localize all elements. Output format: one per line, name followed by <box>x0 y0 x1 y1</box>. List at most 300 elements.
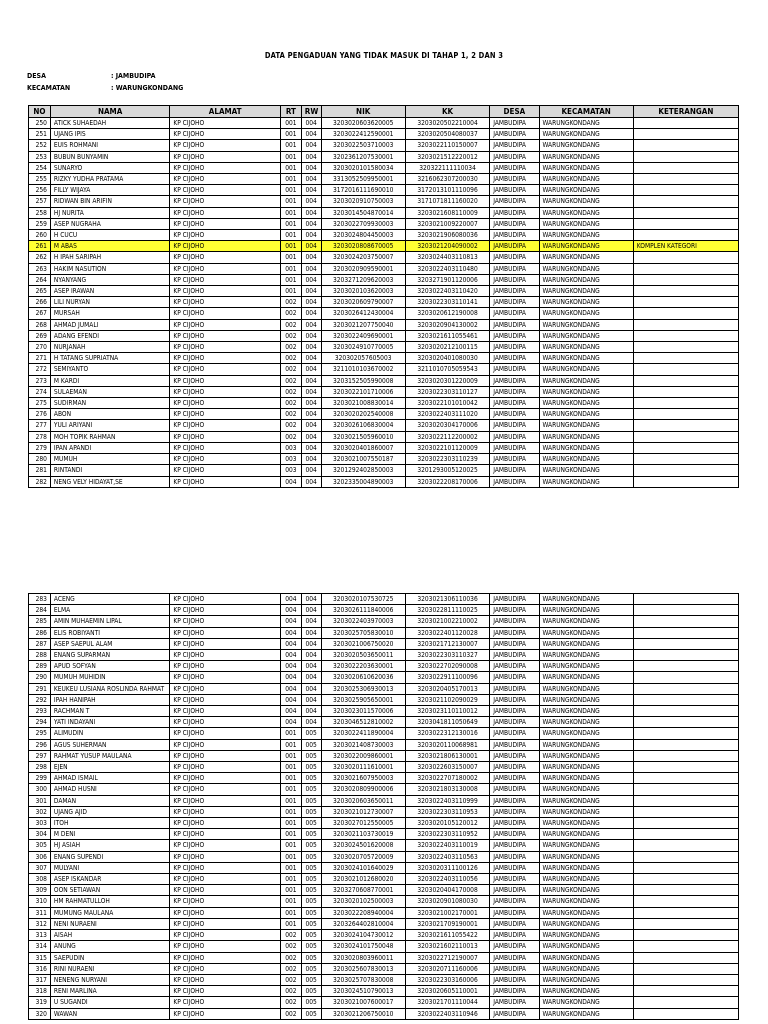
cell-kk: 3203021709190001 <box>405 918 489 929</box>
cell-keterangan <box>633 476 738 487</box>
cell-nik: 3203020101580034 <box>321 162 405 173</box>
table-row <box>29 196 739 207</box>
cell-nik: 3203026111840006 <box>321 605 405 616</box>
table-row <box>29 930 739 941</box>
cell-rt: 004 <box>280 627 301 638</box>
table-row <box>29 218 739 229</box>
table-row <box>29 627 739 638</box>
cell-no: 292 <box>29 694 51 705</box>
cell-kecamatan: WARUNGKONDANG <box>539 818 633 829</box>
kecamatan-label: KECAMATAN <box>27 84 71 92</box>
cell-nik: 3203021408730003 <box>321 739 405 750</box>
table-row <box>29 454 739 465</box>
cell-rw: 005 <box>301 963 321 974</box>
cell-nama: H TATANG SUPRIATNA <box>50 353 169 364</box>
cell-rt: 003 <box>280 454 301 465</box>
cell-alamat: KP CIJOHO <box>170 218 281 229</box>
cell-nik: 3202361207530001 <box>321 151 405 162</box>
table-row <box>29 952 739 963</box>
cell-desa: JAMBUDIPA <box>490 442 539 453</box>
header-rw: RW <box>301 106 321 118</box>
cell-nik: 3203020803960011 <box>321 952 405 963</box>
cell-desa: JAMBUDIPA <box>490 319 539 330</box>
cell-kk: 3211010705059543 <box>405 364 489 375</box>
table-row <box>29 840 739 851</box>
cell-rt: 002 <box>280 974 301 985</box>
cell-rw: 005 <box>301 829 321 840</box>
table-row <box>29 638 739 649</box>
cell-kk: 3203022303160006 <box>405 974 489 985</box>
table-row <box>29 308 739 319</box>
cell-desa: JAMBUDIPA <box>490 196 539 207</box>
cell-no: 278 <box>29 431 51 442</box>
table-row <box>29 286 739 297</box>
cell-nama: MOH TOPIK RAHMAN <box>50 431 169 442</box>
cell-keterangan <box>633 773 738 784</box>
cell-rw: 004 <box>301 442 321 453</box>
cell-no: 289 <box>29 661 51 672</box>
cell-nama: DAMAN <box>50 795 169 806</box>
cell-rw: 004 <box>301 140 321 151</box>
cell-rw: 005 <box>301 896 321 907</box>
cell-kecamatan: WARUNGKONDANG <box>539 650 633 661</box>
cell-kk: 3203022303110953 <box>405 806 489 817</box>
cell-rt: 004 <box>280 683 301 694</box>
cell-nik: 3203022403970003 <box>321 616 405 627</box>
table-row <box>29 140 739 151</box>
table-row <box>29 398 739 409</box>
cell-kk: 3203022403110999 <box>405 795 489 806</box>
cell-desa: JAMBUDIPA <box>490 465 539 476</box>
cell-rt: 004 <box>280 706 301 717</box>
cell-nik: 3203270608770001 <box>321 885 405 896</box>
cell-no: 265 <box>29 286 51 297</box>
table-row <box>29 728 739 739</box>
cell-alamat: KP CIJOHO <box>170 851 281 862</box>
cell-nik: 3203020401860007 <box>321 442 405 453</box>
cell-nama: RINTANDI <box>50 465 169 476</box>
cell-rt: 002 <box>280 431 301 442</box>
cell-desa: JAMBUDIPA <box>490 930 539 941</box>
header-kk: KK <box>405 106 489 118</box>
cell-alamat: KP CIJOHO <box>170 694 281 705</box>
cell-alamat: KP CIJOHO <box>170 874 281 885</box>
table-row <box>29 795 739 806</box>
cell-keterangan <box>633 218 738 229</box>
cell-nama: RACHMAN T <box>50 706 169 717</box>
cell-nama: NENI NURAENI <box>50 918 169 929</box>
cell-nama: UJANG AJID <box>50 806 169 817</box>
cell-keterangan <box>633 129 738 140</box>
cell-kecamatan: WARUNGKONDANG <box>539 274 633 285</box>
cell-keterangan <box>633 140 738 151</box>
cell-keterangan <box>633 398 738 409</box>
cell-kecamatan: WARUNGKONDANG <box>539 638 633 649</box>
cell-rt: 004 <box>280 672 301 683</box>
cell-keterangan <box>633 862 738 873</box>
cell-keterangan <box>633 840 738 851</box>
cell-rw: 004 <box>301 263 321 274</box>
cell-alamat: KP CIJOHO <box>170 963 281 974</box>
cell-alamat: KP CIJOHO <box>170 274 281 285</box>
cell-desa: JAMBUDIPA <box>490 431 539 442</box>
cell-keterangan <box>633 342 738 353</box>
cell-nik: 3203022411890004 <box>321 728 405 739</box>
cell-alamat: KP CIJOHO <box>170 750 281 761</box>
cell-kecamatan: WARUNGKONDANG <box>539 918 633 929</box>
cell-rt: 001 <box>280 918 301 929</box>
cell-nama: HAKIM NASUTION <box>50 263 169 274</box>
cell-kecamatan: WARUNGKONDANG <box>539 986 633 997</box>
cell-keterangan <box>633 118 738 129</box>
cell-kecamatan: WARUNGKONDANG <box>539 963 633 974</box>
cell-no: 296 <box>29 739 51 750</box>
cell-desa: JAMBUDIPA <box>490 818 539 829</box>
cell-alamat: KP CIJOHO <box>170 118 281 129</box>
cell-desa: JAMBUDIPA <box>490 784 539 795</box>
cell-alamat: KP CIJOHO <box>170 386 281 397</box>
table-row <box>29 694 739 705</box>
cell-kk: 3203021701110044 <box>405 997 489 1008</box>
table-row <box>29 118 739 129</box>
cell-desa: JAMBUDIPA <box>490 672 539 683</box>
cell-no: 274 <box>29 386 51 397</box>
cell-kecamatan: WARUNGKONDANG <box>539 952 633 963</box>
cell-keterangan <box>633 750 738 761</box>
cell-nik: 3203020503650011 <box>321 650 405 661</box>
cell-desa: JAMBUDIPA <box>490 739 539 750</box>
cell-alamat: KP CIJOHO <box>170 185 281 196</box>
cell-kk: 3203020401080030 <box>405 353 489 364</box>
table-row <box>29 330 739 341</box>
cell-no: 286 <box>29 627 51 638</box>
cell-nik: 3203021012730007 <box>321 806 405 817</box>
cell-rt: 001 <box>280 140 301 151</box>
cell-kecamatan: WARUNGKONDANG <box>539 616 633 627</box>
table-row <box>29 829 739 840</box>
cell-kk: 3203020612190008 <box>405 308 489 319</box>
cell-nama: ABON <box>50 409 169 420</box>
table-row <box>29 784 739 795</box>
cell-nik: 3203020111610001 <box>321 762 405 773</box>
cell-desa: JAMBUDIPA <box>490 364 539 375</box>
header-rt: RT <box>280 106 301 118</box>
cell-rt: 001 <box>280 907 301 918</box>
cell-alamat: KP CIJOHO <box>170 431 281 442</box>
cell-rw: 004 <box>301 308 321 319</box>
cell-rt: 001 <box>280 185 301 196</box>
cell-alamat: KP CIJOHO <box>170 162 281 173</box>
cell-desa: JAMBUDIPA <box>490 840 539 851</box>
cell-desa: JAMBUDIPA <box>490 286 539 297</box>
cell-no: 309 <box>29 885 51 896</box>
cell-alamat: KP CIJOHO <box>170 773 281 784</box>
cell-nama: APUD SOFYAN <box>50 661 169 672</box>
cell-kk: 3203020904130002 <box>405 319 489 330</box>
cell-desa: JAMBUDIPA <box>490 616 539 627</box>
cell-keterangan <box>633 274 738 285</box>
cell-rt: 003 <box>280 442 301 453</box>
cell-kecamatan: WARUNGKONDANG <box>539 297 633 308</box>
cell-kk: 3203020311100126 <box>405 862 489 873</box>
cell-kk: 3203021009220007 <box>405 218 489 229</box>
cell-rw: 004 <box>301 196 321 207</box>
cell-rw: 004 <box>301 638 321 649</box>
cell-nik: 3203023011570006 <box>321 706 405 717</box>
cell-alamat: KP CIJOHO <box>170 638 281 649</box>
cell-kk: 3203021002170001 <box>405 907 489 918</box>
cell-alamat: KP CIJOHO <box>170 627 281 638</box>
cell-nama: EJEN <box>50 762 169 773</box>
cell-kk: 3203021512220012 <box>405 151 489 162</box>
cell-nik: 3211010103670002 <box>321 364 405 375</box>
cell-keterangan <box>633 997 738 1008</box>
cell-kk: 3203020301220009 <box>405 375 489 386</box>
cell-no: 310 <box>29 896 51 907</box>
cell-alamat: KP CIJOHO <box>170 207 281 218</box>
cell-nik: 3313052509950001 <box>321 174 405 185</box>
cell-nik: 3203027012550005 <box>321 818 405 829</box>
cell-kecamatan: WARUNGKONDANG <box>539 683 633 694</box>
cell-nik: 3203020808670005 <box>321 241 405 252</box>
cell-no: 264 <box>29 274 51 285</box>
cell-nik: 3203025707830008 <box>321 974 405 985</box>
cell-rt: 002 <box>280 952 301 963</box>
cell-rt: 001 <box>280 230 301 241</box>
cell-nik: 3203020610620036 <box>321 672 405 683</box>
cell-desa: JAMBUDIPA <box>490 650 539 661</box>
cell-nama: HM RAHMATULLOH <box>50 896 169 907</box>
cell-rt: 001 <box>280 762 301 773</box>
cell-desa: JAMBUDIPA <box>490 162 539 173</box>
cell-nama: U SUGANDI <box>50 997 169 1008</box>
cell-nama: ENANG SUPARMAN <box>50 650 169 661</box>
cell-nama: NYANYANG <box>50 274 169 285</box>
cell-rt: 002 <box>280 342 301 353</box>
cell-desa: JAMBUDIPA <box>490 907 539 918</box>
cell-rt: 004 <box>280 694 301 705</box>
cell-kk: 3203021611055461 <box>405 330 489 341</box>
cell-keterangan <box>633 941 738 952</box>
cell-rt: 001 <box>280 162 301 173</box>
cell-alamat: KP CIJOHO <box>170 1008 281 1019</box>
table-row <box>29 386 739 397</box>
cell-nik: 3203024501620008 <box>321 840 405 851</box>
cell-desa: JAMBUDIPA <box>490 885 539 896</box>
cell-kk: 3203022101010042 <box>405 398 489 409</box>
cell-kk: 3203023110110012 <box>405 706 489 717</box>
cell-rt: 001 <box>280 274 301 285</box>
cell-kk: 3203022403110946 <box>405 1008 489 1019</box>
cell-keterangan: KOMPLEN KATEGORI <box>633 241 738 252</box>
header-nama: NAMA <box>50 106 169 118</box>
cell-kk: 3203021306110036 <box>405 594 489 605</box>
cell-nama: RIDWAN BIN ARIFIN <box>50 196 169 207</box>
cell-nik: 3203022503710003 <box>321 140 405 151</box>
cell-desa: JAMBUDIPA <box>490 627 539 638</box>
cell-alamat: KP CIJOHO <box>170 952 281 963</box>
table-row <box>29 650 739 661</box>
cell-kecamatan: WARUNGKONDANG <box>539 207 633 218</box>
cell-rw: 004 <box>301 672 321 683</box>
cell-nik: 3203020909590001 <box>321 263 405 274</box>
cell-keterangan <box>633 297 738 308</box>
cell-nik: 3201292402850003 <box>321 465 405 476</box>
cell-nama: SUNARYO <box>50 162 169 173</box>
table-row <box>29 151 739 162</box>
cell-rw: 005 <box>301 806 321 817</box>
cell-keterangan <box>633 885 738 896</box>
table-row <box>29 162 739 173</box>
cell-nama: ALIMUDIN <box>50 728 169 739</box>
cell-rw: 005 <box>301 930 321 941</box>
cell-keterangan <box>633 762 738 773</box>
cell-kk: 3201293005120025 <box>405 465 489 476</box>
cell-desa: JAMBUDIPA <box>490 728 539 739</box>
table-row <box>29 806 739 817</box>
cell-no: 300 <box>29 784 51 795</box>
cell-kecamatan: WARUNGKONDANG <box>539 476 633 487</box>
table-row <box>29 274 739 285</box>
cell-alamat: KP CIJOHO <box>170 806 281 817</box>
cell-no: 312 <box>29 918 51 929</box>
cell-nama: ELMA <box>50 605 169 616</box>
cell-no: 318 <box>29 986 51 997</box>
cell-nama: AHMAD JUMALI <box>50 319 169 330</box>
cell-keterangan <box>633 263 738 274</box>
table-row <box>29 207 739 218</box>
cell-keterangan <box>633 717 738 728</box>
cell-no: 291 <box>29 683 51 694</box>
cell-kecamatan: WARUNGKONDANG <box>539 252 633 263</box>
cell-rw: 005 <box>301 851 321 862</box>
cell-rw: 004 <box>301 386 321 397</box>
cell-no: 288 <box>29 650 51 661</box>
cell-kk: 3203022403110420 <box>405 286 489 297</box>
cell-kk: 3203022101120009 <box>405 442 489 453</box>
cell-keterangan <box>633 420 738 431</box>
cell-no: 260 <box>29 230 51 241</box>
table-row <box>29 605 739 616</box>
cell-rt: 001 <box>280 151 301 162</box>
cell-kecamatan: WARUNGKONDANG <box>539 263 633 274</box>
cell-desa: JAMBUDIPA <box>490 252 539 263</box>
cell-kecamatan: WARUNGKONDANG <box>539 1008 633 1019</box>
cell-keterangan <box>633 638 738 649</box>
cell-kk: 3203021611055422 <box>405 930 489 941</box>
cell-rw: 004 <box>301 174 321 185</box>
cell-nik: 3203021008830014 <box>321 398 405 409</box>
cell-keterangan <box>633 907 738 918</box>
cell-rw: 004 <box>301 286 321 297</box>
cell-kk: 3203022603150007 <box>405 762 489 773</box>
cell-rt: 001 <box>280 851 301 862</box>
cell-desa: JAMBUDIPA <box>490 638 539 649</box>
cell-nik: 3203020809900006 <box>321 784 405 795</box>
cell-nama: NENENG NURYANI <box>50 974 169 985</box>
cell-nama: MUMUH MUHIDIN <box>50 672 169 683</box>
cell-alamat: KP CIJOHO <box>170 140 281 151</box>
cell-nama: ATICK SUHAEDAH <box>50 118 169 129</box>
table-row <box>29 594 739 605</box>
cell-kecamatan: WARUNGKONDANG <box>539 694 633 705</box>
cell-alamat: KP CIJOHO <box>170 818 281 829</box>
cell-nama: ENANG SUPENDI <box>50 851 169 862</box>
cell-kk: 3203022403110480 <box>405 263 489 274</box>
table-row <box>29 907 739 918</box>
cell-desa: JAMBUDIPA <box>490 409 539 420</box>
cell-rw: 004 <box>301 454 321 465</box>
cell-kk: 320322111110034 <box>405 162 489 173</box>
cell-rt: 002 <box>280 420 301 431</box>
cell-kk: 3203020711160006 <box>405 963 489 974</box>
cell-rt: 001 <box>280 818 301 829</box>
cell-kecamatan: WARUNGKONDANG <box>539 353 633 364</box>
cell-kecamatan: WARUNGKONDANG <box>539 661 633 672</box>
table-row <box>29 896 739 907</box>
cell-nama: MULYANI <box>50 862 169 873</box>
cell-desa: JAMBUDIPA <box>490 342 539 353</box>
cell-desa: JAMBUDIPA <box>490 129 539 140</box>
cell-rw: 005 <box>301 750 321 761</box>
cell-kecamatan: WARUNGKONDANG <box>539 286 633 297</box>
cell-rt: 004 <box>280 717 301 728</box>
cell-kk: 3203021712130007 <box>405 638 489 649</box>
cell-kk: 3216062307200030 <box>405 174 489 185</box>
cell-rt: 001 <box>280 750 301 761</box>
cell-keterangan <box>633 818 738 829</box>
cell-rw: 005 <box>301 862 321 873</box>
cell-nama: HJ ASIAH <box>50 840 169 851</box>
table-row <box>29 963 739 974</box>
cell-alamat: KP CIJOHO <box>170 297 281 308</box>
cell-no: 252 <box>29 140 51 151</box>
cell-kecamatan: WARUNGKONDANG <box>539 750 633 761</box>
cell-nik: 3202335004890003 <box>321 476 405 487</box>
cell-nama: YATI INDAYANI <box>50 717 169 728</box>
cell-rw: 005 <box>301 762 321 773</box>
cell-no: 271 <box>29 353 51 364</box>
cell-nik: 3203014504870014 <box>321 207 405 218</box>
cell-rt: 001 <box>280 874 301 885</box>
table-row <box>29 773 739 784</box>
cell-kk: 3203020502210004 <box>405 118 489 129</box>
cell-kecamatan: WARUNGKONDANG <box>539 997 633 1008</box>
cell-alamat: KP CIJOHO <box>170 762 281 773</box>
cell-alamat: KP CIJOHO <box>170 706 281 717</box>
cell-desa: JAMBUDIPA <box>490 694 539 705</box>
cell-kecamatan: WARUNGKONDANG <box>539 672 633 683</box>
table-row <box>29 762 739 773</box>
cell-rw: 005 <box>301 795 321 806</box>
cell-kecamatan: WARUNGKONDANG <box>539 409 633 420</box>
cell-nik: 3203024804450003 <box>321 230 405 241</box>
cell-nama: LILI NURYAN <box>50 297 169 308</box>
cell-no: 263 <box>29 263 51 274</box>
cell-keterangan <box>633 465 738 476</box>
cell-rw: 005 <box>301 986 321 997</box>
cell-rt: 004 <box>280 594 301 605</box>
cell-alamat: KP CIJOHO <box>170 398 281 409</box>
cell-keterangan <box>633 605 738 616</box>
table-row <box>29 683 739 694</box>
table-row <box>29 750 739 761</box>
cell-keterangan <box>633 252 738 263</box>
cell-no: 316 <box>29 963 51 974</box>
cell-kecamatan: WARUNGKONDANG <box>539 174 633 185</box>
cell-nik: 3203022208940004 <box>321 907 405 918</box>
cell-no: 308 <box>29 874 51 885</box>
